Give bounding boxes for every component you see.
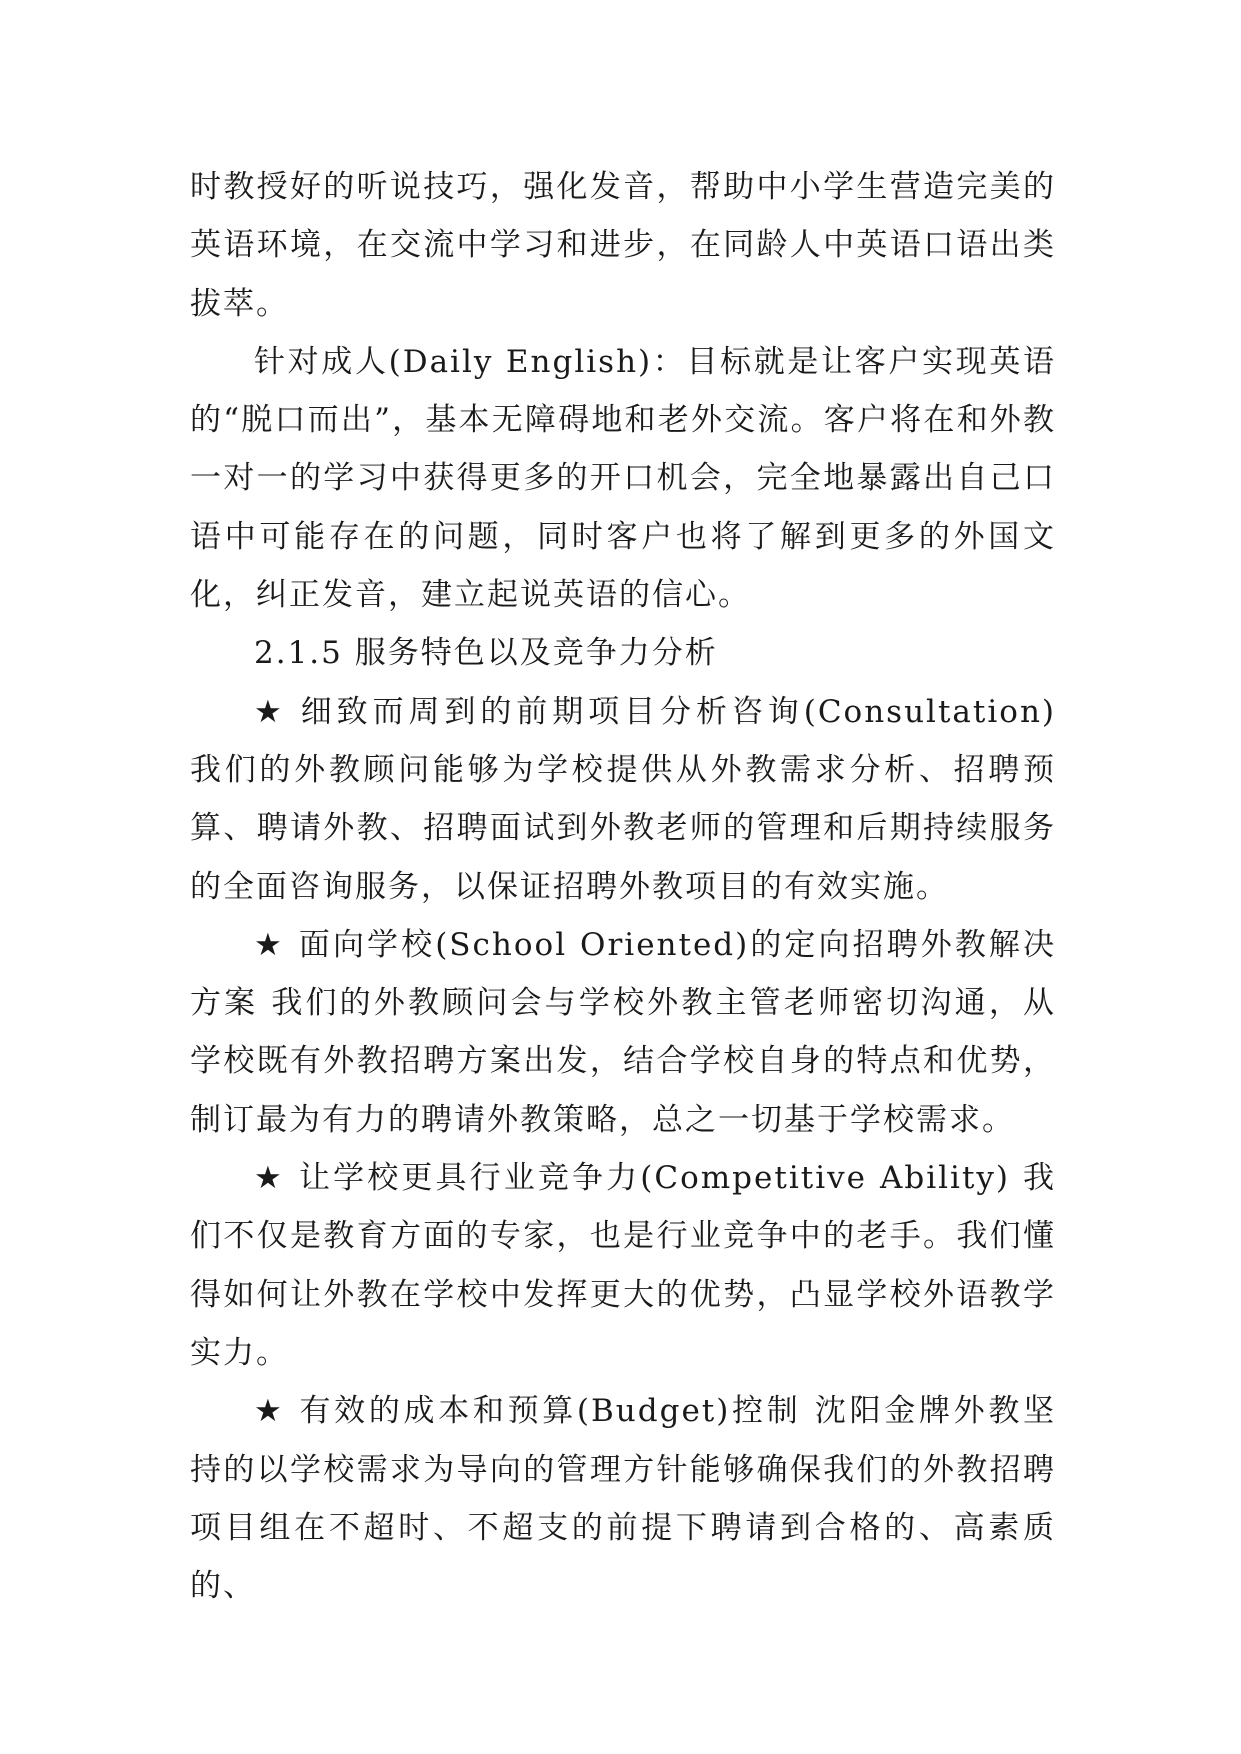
bullet-consultation	[190, 683, 1056, 916]
bullet-text: 面向学校(School Oriented)的定向招聘外教解决方案 我们的外教顾问会与学校外教主管老师密切沟通，从学校既有外教招聘方案出发，结合学校自身的特点和优势，制订最为有力的聘请外教策略，总之一切基于学校需求。	[190, 926, 1056, 1138]
paragraph-text: 时教授好的听说技巧，强化发音，帮助中小学生营造完美的英语环境，在交流中学习和进步，在同龄人中英语口语出类拔萃。	[190, 169, 1056, 322]
bullet-text: 有效的成本和预算(Budget)控制 沈阳金牌外教坚持的以学校需求为导向的管理方针能够确保我们的外教招聘项目组在不超时、不超支的前提下聘请到合格的、高素质的、	[190, 1393, 1057, 1605]
bullet-school-oriented	[190, 916, 1056, 1149]
bullet-competitive-ability	[190, 1149, 1056, 1382]
star-icon: ★	[254, 1160, 285, 1197]
document-body	[190, 158, 1056, 1615]
section-heading-text: 2.1.5 服务特色以及竞争力分析	[254, 635, 718, 672]
paragraph-text: 针对成人(Daily English)：目标就是让客户实现英语的“脱口而出”，基本无障碍地和老外交流。客户将在和外教一对一的学习中获得更多的开口机会，完全地暴露出自己口语中可能存在的问题，同时客户也将了解到更多的外国文化，纠正发音，建立起说英语的信心。	[190, 343, 1056, 614]
star-icon: ★	[254, 926, 285, 963]
paragraph-adult-course	[190, 333, 1056, 624]
star-icon: ★	[254, 1393, 286, 1430]
bullet-text: 细致而周到的前期项目分析咨询(Consultation) 我们的外教顾问能够为学校提供从外教需求分析、招聘预算、聘请外教、招聘面试到外教老师的管理和后期持续服务的全面咨询服务，以保证招聘外教项目的有效实施。	[190, 693, 1057, 905]
bullet-text: 让学校更具行业竞争力(Competitive Ability) 我们不仅是教育方面的专家，也是行业竞争中的老手。我们懂得如何让外教在学校中发挥更大的优势，凸显学校外语教学实力。	[190, 1160, 1056, 1371]
bullet-budget	[190, 1382, 1056, 1615]
section-heading	[190, 624, 1056, 682]
star-icon: ★	[254, 693, 287, 730]
paragraph-continuation	[190, 158, 1056, 333]
